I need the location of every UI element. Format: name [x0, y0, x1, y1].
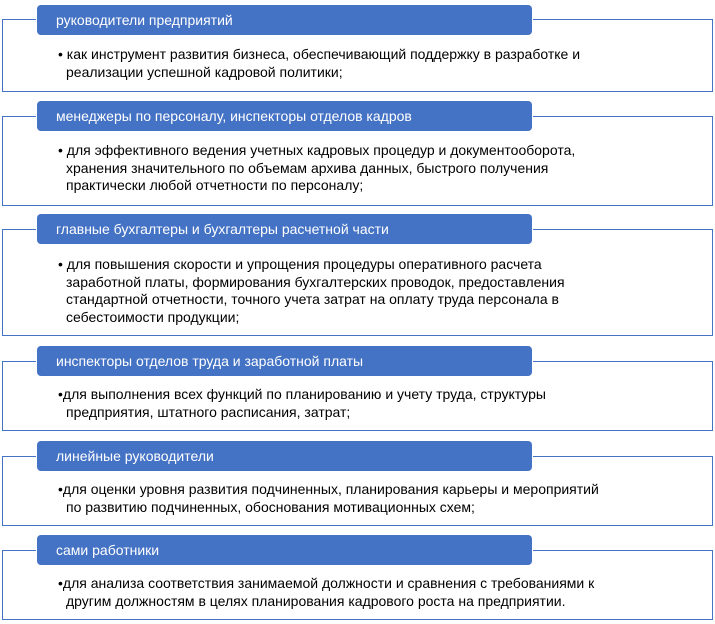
group-3-line-4: себестоимости продукции;	[66, 308, 240, 325]
group-header-1: руководители предприятий	[37, 5, 532, 35]
group-text-6	[58, 575, 695, 610]
group-4-line-1: •для выполнения всех функций по планированию и учету труда, структуры	[58, 386, 546, 402]
group-header-5: линейные руководители	[37, 441, 532, 471]
group-header-2: менеджеры по персоналу, инспекторы отделов кадров	[37, 101, 532, 131]
group-header-3: главные бухгалтеры и бухгалтеры расчетной части	[37, 214, 532, 244]
group-text-3	[58, 256, 695, 326]
group-header-6: сами работники	[37, 535, 532, 565]
group-text-2	[58, 142, 695, 195]
group-text-4	[58, 386, 695, 421]
group-5-line-2: по развитию подчиненных, обоснования мотивационных схем;	[66, 498, 475, 515]
group-header-4: инспекторы отделов труда и заработной платы	[37, 346, 532, 376]
group-5-line-1: •для оценки уровня развития подчиненных, планирования карьеры и мероприятий	[58, 481, 599, 497]
group-1-line-1: • как инструмент развития бизнеса, обеспечивающий поддержку в разработке и	[58, 46, 581, 62]
group-3-line-2: заработной платы, формирования бухгалтерских проводок, предоставления	[66, 273, 565, 290]
group-2-line-1: • для эффективного ведения учетных кадровых процедур и документооборота,	[58, 142, 576, 158]
group-6-line-2: другим должностям в целях планирования кадрового роста на предприятии.	[66, 592, 566, 609]
group-3-line-1: • для повышения скорости и упрощения процедуры оперативного расчета	[58, 256, 542, 272]
group-2-line-2: хранения значительного по объемам архива данных, быстрого получения	[66, 159, 549, 176]
group-1-line-2: реализации успешной кадровой политики;	[66, 63, 343, 80]
group-2-line-3: практически любой отчетности по персоналу;	[66, 177, 364, 193]
group-text-1	[58, 46, 695, 81]
group-text-5	[58, 481, 695, 516]
group-4-line-2: предприятия, штатного расписания, затрат;	[66, 403, 351, 420]
group-6-line-1: •для анализа соответствия занимаемой должности и сравнения с требованиями к	[58, 575, 595, 591]
group-3-line-3: стандартной отчетности, точного учета затрат на оплату труда персонала в	[66, 291, 559, 307]
